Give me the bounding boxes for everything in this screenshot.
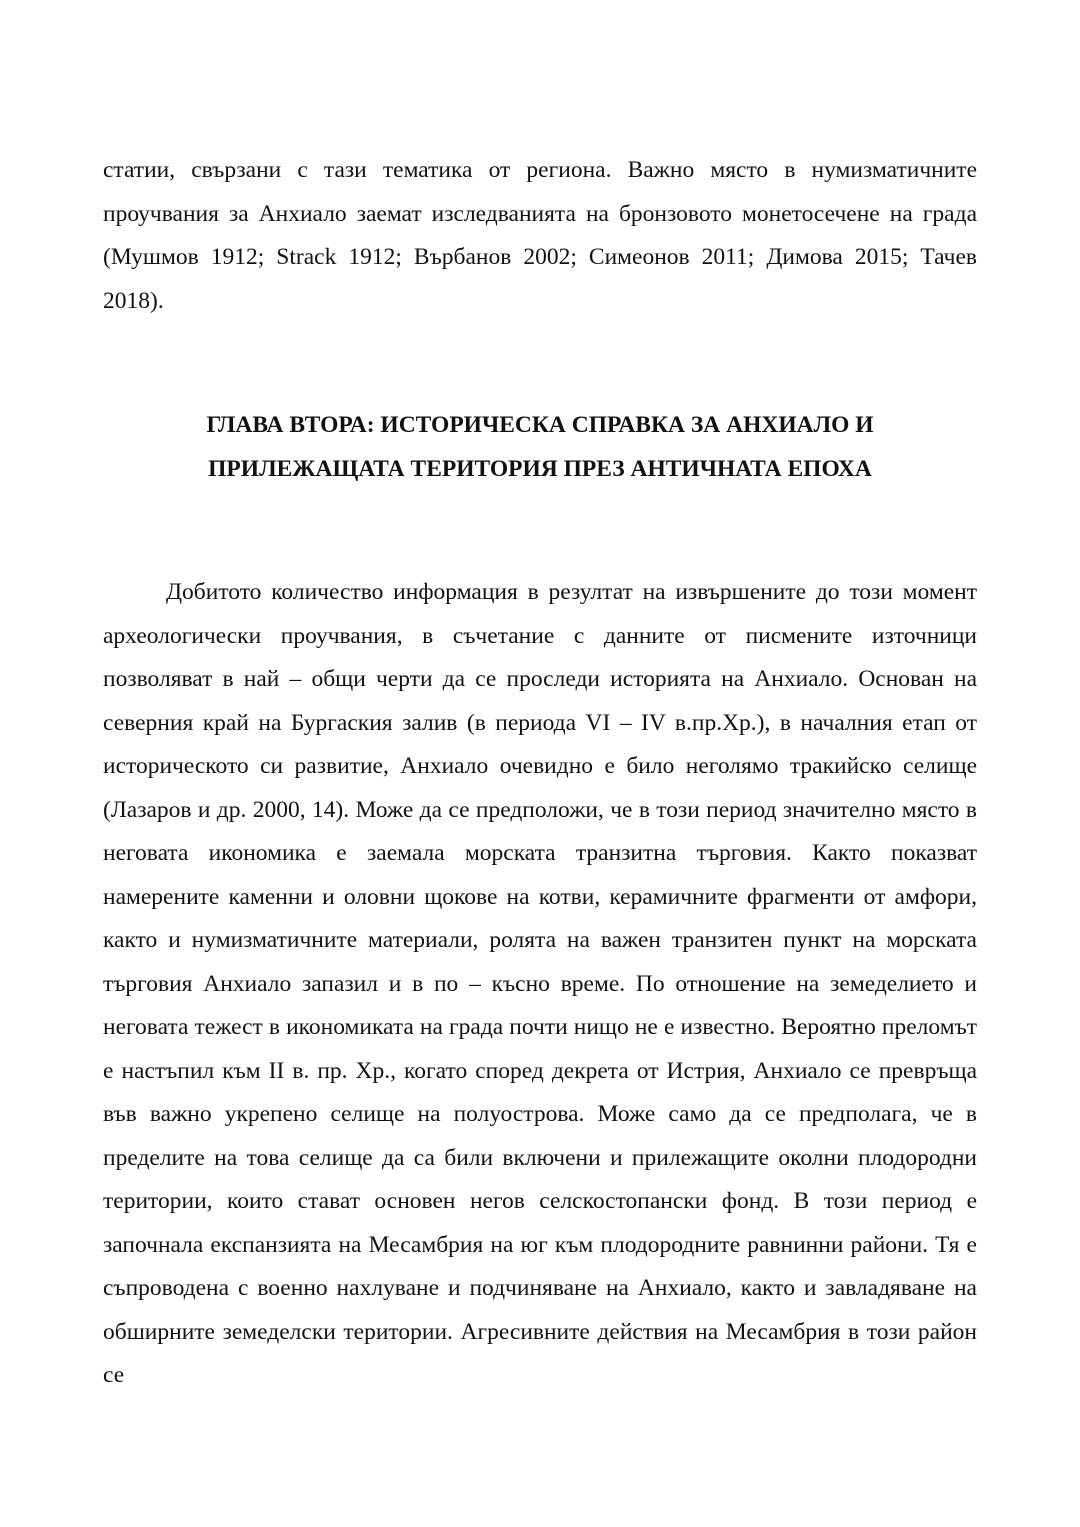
chapter-title-line-1: ГЛАВА ВТОРА: ИСТОРИЧЕСКА СПРАВКА ЗА АНХИАЛО И xyxy=(206,412,874,438)
chapter-title xyxy=(103,404,977,491)
paragraph-intro: статии, свързани с тази тематика от региона. Важно място в нумизматичните проучвания за Анхиало заемат изследванията на бронзовото монетосечене на града (Мушмов 1912; Strack 1912; Върбанов 2002; Симеонов 2011; Димова 2015; Тачев 2018). xyxy=(103,157,977,314)
chapter-title-line-2: ПРИЛЕЖАЩАТА ТЕРИТОРИЯ ПРЕЗ АНТИЧНАТА ЕПОХА xyxy=(208,455,872,482)
paragraph-main: Добитото количество информация в резултат на извършените до този момент археологически проучвания, в съчетание с данните от писмените източници позволяват в най – общи черти да се проследи историята на Анхиало. Основан на северния край на Бургаския залив (в периода VI – IV в.пр.Хр.), в началния етап от историческото си развитие, Анхиало очевидно е било неголямо тракийско селище (Лазаров и др. 2000, 14). Може да се предположи, че в този период значително място в неговата икономика е заемала морската транзитна търговия. Както показват намерените каменни и оловни щокове на котви, керамичните фрагменти от амфори, както и нумизматичните материали, ролята на важен транзитен пункт на морската търговия Анхиало запазил и в по – късно време. По отношение на земеделието и неговата тежест в икономиката на града почти нищо не е известно. Вероятно преломът е настъпил към II в. пр. Хр., когато според декрета от Истрия, Анхиало се превръща във важно укрепено селище на полуострова. Може само да се предполага, че в пределите на това селище да са били включени и прилежащите околни плодородни територии, които стават основен негов селскостопански фонд. В този период е започнала експанзията на Месамбрия на юг към плодородните равнинни райони. Тя е съпроводена с военно нахлуване и подчиняване на Анхиало, както и завладяване на обширните земеделски територии. Агресивните действия на Месамбрия в този район се xyxy=(103,579,977,1388)
